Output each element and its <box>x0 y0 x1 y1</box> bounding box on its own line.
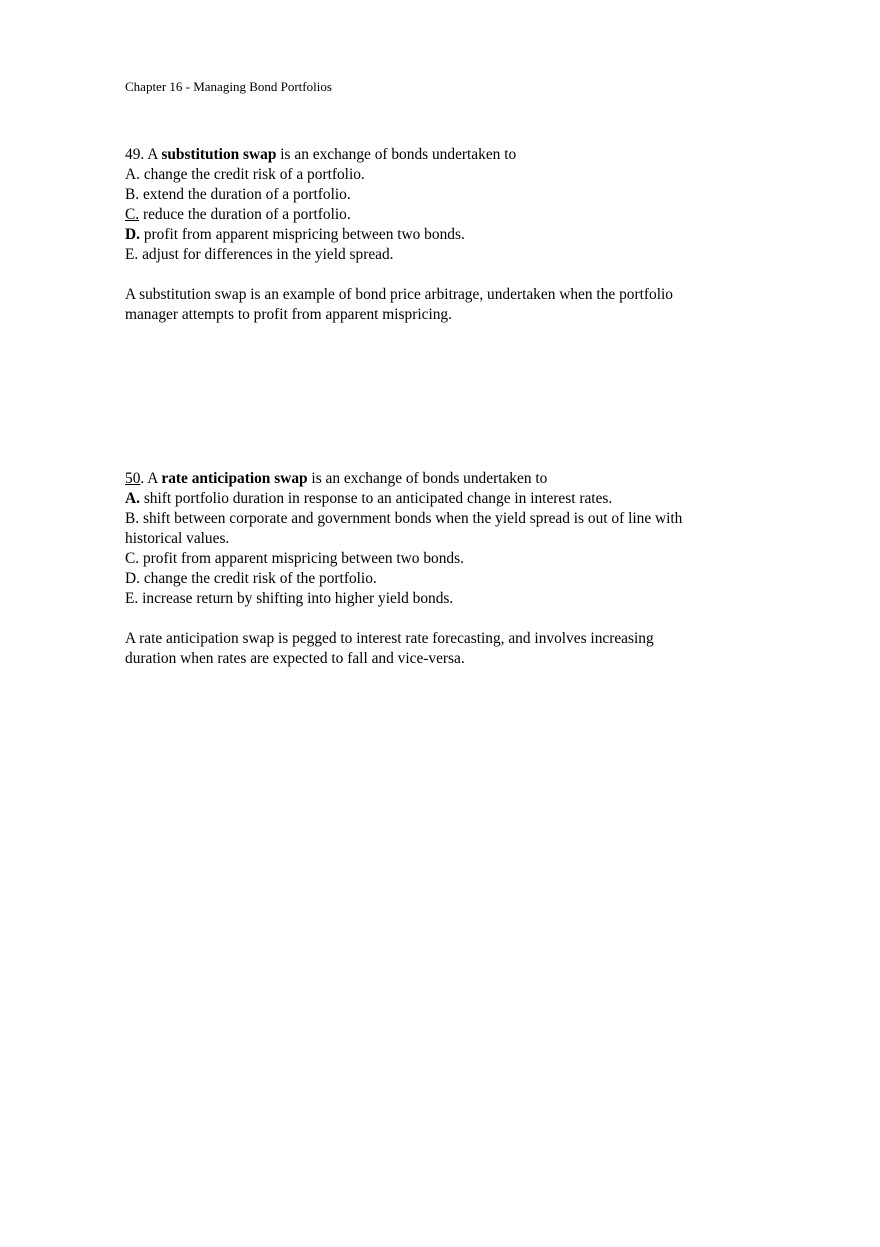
option-text: adjust for differences in the yield spread. <box>138 246 394 263</box>
option-text: profit from apparent mispricing between two bonds. <box>139 550 464 567</box>
option-d-correct <box>125 225 765 245</box>
option-letter: B. <box>125 510 140 527</box>
option-letter-underlined: C. <box>125 206 140 223</box>
chapter-header: Chapter 16 - Managing Bond Portfolios <box>125 79 332 94</box>
option-text: shift between corporate and government bonds when the yield spread is out of line with <box>139 510 683 527</box>
option-text: reduce the duration of a portfolio. <box>139 206 351 223</box>
option-letter: E. <box>125 590 139 607</box>
key-term: substitution swap <box>161 146 277 163</box>
option-letter: D. <box>125 570 140 587</box>
explanation <box>125 629 765 669</box>
option-text: increase return by shifting into higher yield bonds. <box>138 590 454 607</box>
option-c <box>125 549 765 569</box>
explanation-line: duration when rates are expected to fall and vice-versa. <box>125 650 465 667</box>
option-a-correct <box>125 489 765 509</box>
question-stem: 49. A substitution swap is an exchange of bonds undertaken to <box>125 146 517 163</box>
option-b <box>125 185 765 205</box>
explanation-line: A rate anticipation swap is pegged to interest rate forecasting, and involves increasing <box>125 630 654 647</box>
question-stem: 50. A rate anticipation swap is an exchange of bonds undertaken to <box>125 470 548 487</box>
question-number: 49 <box>125 146 141 163</box>
option-text: shift portfolio duration in response to an anticipated change in interest rates. <box>139 490 613 507</box>
question-50 <box>125 469 765 669</box>
option-text: historical values. <box>125 530 230 547</box>
option-e <box>125 245 765 265</box>
question-number: 50 <box>125 470 141 487</box>
option-text: change the credit risk of the portfolio. <box>139 570 377 587</box>
option-d <box>125 569 765 589</box>
option-a <box>125 165 765 185</box>
option-letter: E. <box>125 246 139 263</box>
question-49 <box>125 145 765 325</box>
key-term: rate anticipation swap <box>161 470 308 487</box>
option-letter: C. <box>125 550 140 567</box>
option-text: extend the duration of a portfolio. <box>139 186 351 203</box>
option-letter-bold: D. <box>125 226 140 243</box>
explanation <box>125 285 765 325</box>
option-e <box>125 589 765 609</box>
option-b-continued <box>125 529 765 549</box>
option-text: change the credit risk of a portfolio. <box>139 166 365 183</box>
option-text: profit from apparent mispricing between two bonds. <box>139 226 465 243</box>
option-letter: A. <box>125 166 140 183</box>
option-b <box>125 509 765 529</box>
option-letter-bold: A. <box>125 490 140 507</box>
explanation-line: manager attempts to profit from apparent mispricing. <box>125 306 452 323</box>
option-letter: B. <box>125 186 140 203</box>
explanation-line: A substitution swap is an example of bond price arbitrage, undertaken when the portfolio <box>125 286 673 303</box>
option-c <box>125 205 765 225</box>
